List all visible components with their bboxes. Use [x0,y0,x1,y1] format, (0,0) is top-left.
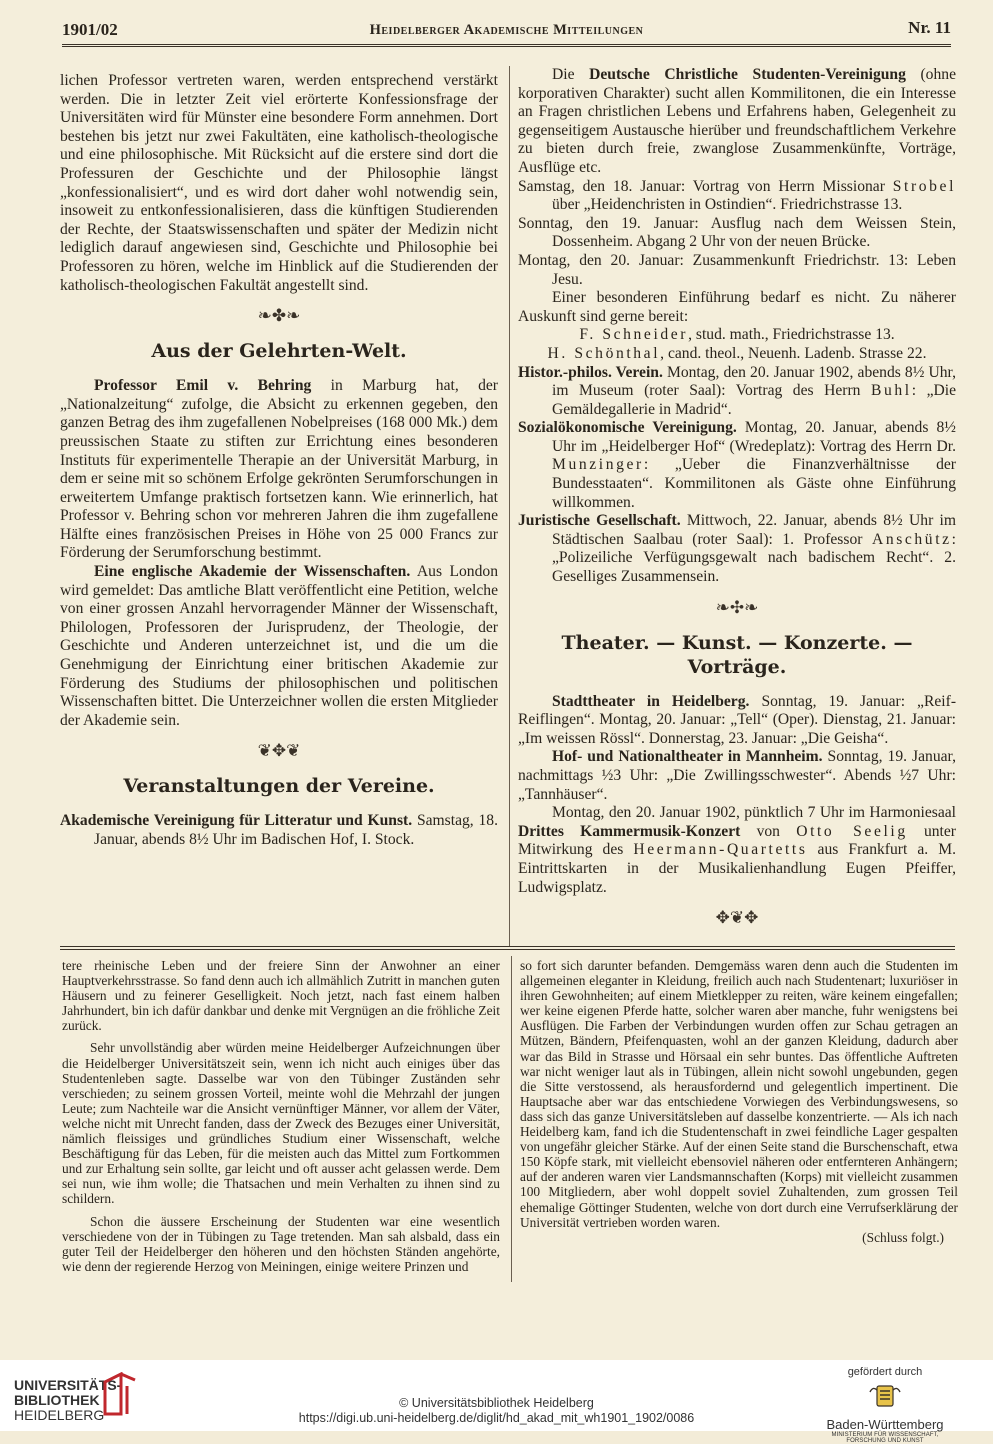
contact-line [518,326,956,345]
jur-pre: Mittwoch, 22. Januar, abends 8½ Uhr im Städtischen Saalbau (roter Saal): 1. Professor [552,512,957,548]
sponsor-name: Baden-Württemberg [826,1417,944,1432]
sponsor-subtitle: MINISTERIUM FÜR WISSENSCHAFT, FORSCHUNG UND KUNST [831,1432,939,1444]
konzert-mid: von [740,822,797,840]
konzert-mid: unter Mitwirkung des [518,822,956,859]
stadttheater-text: Sonntag, 19. Januar: „Reif-Reiflingen“. Montag, 20. Januar: „Tell“ (Oper). Dienstag, 21. Januar: „Im weissen Rössl“. Donnerstag, 23. Januar: „Die Geisha“. [518,692,957,747]
permalink[interactable]: https://digi.ub.uni-heidelberg.de/diglit/hd_akad_mit_wh1901_1902/0086 [298,1411,695,1425]
feuilleton-left [62,958,500,1281]
konzert-notice [518,804,956,897]
saturday-text: über „Heidenchristen in Ostindien“. Friedrichstrasse 13. [552,196,903,214]
hist-text: : „Die Gemäldegallerie in Madrid“. [552,382,956,418]
stadttheater-lead: Stadttheater in Heidelberg. [552,692,750,710]
dcsv-auskunft: Einer besonderen Einführung bedarf es nicht. Zu näherer Auskunft sind gerne bereit: [518,289,956,325]
contact-text: , cand. theol., Neuenh. Ladenb. Strasse 22. [660,344,927,362]
right-column [518,66,956,939]
contact-name: H. Schönthal [547,344,661,362]
mannheim-text: Sonntag, 19. Januar, nachmittags ½3 Uhr: „Die Zwillingsschwester“. Abends ½7 Uhr: „Tannhäuser“. [518,748,957,803]
issue-year: 1901/02 [62,20,118,39]
feuilleton-paragraph: Schon die äussere Erscheinung der Studenten war eine wesentlich verschiedene von der in Tübingen zu Tage tretenden. Man sah alsbald, dass ein guter Teil der Heidelberger den höheren und den höchsten Ständen angehörte, wie denn der regierende Herzog von Meiningen, einige weitere Prinzen und [62,1213,500,1274]
dcsv-lead: Deutsche Christliche Studenten-Vereinigung [589,66,906,83]
section-heading-gelehrten: Aus der Gelehrten-Welt. [151,340,407,363]
behring-article [60,377,498,563]
library-footer-banner [0,1360,993,1444]
dcsv-intro [518,66,956,178]
konzert-pre: Montag, den 20. Januar 1902, pünktlich 7 Uhr im Harmoniesaal [552,804,956,822]
contact-text: , stud. math., Friedrichstrasse 13. [688,326,895,344]
akademie-text: Aus London wird gemeldet: Das amtliche Blatt veröffentlicht eine Petition, welche von einer grossen Anzahl hervorragender Männer der Wissenschaft, Philologen, Professoren der Jurisprudenz, der Theologie, der Geschichte und Anderen unterzeichnet ist, und die um die Genehmigung der Einrichtung einer britischen Akademie zur Förderung des Studiums der philosophischen und politischen Wissenschaften bittet. Die Unterzeichner wollen die ersten Mitglieder der Akademie sein. [60,563,498,729]
dcsv-text: (ohne korporativen Charakter) sucht allen Kommilitonen, die ein Interesse an Fragen christlichen Lebens und Erfahrens haben, Gelegenheit zu gegenseitigem Austausche hierüber und freundschaftlichem Verkehre zu bieten durch freie, zwanglose Zusammenkünfte, Vorträge, Ausflüge etc. [518,66,956,176]
ornament-divider: ❦✥❦ [257,741,301,761]
feuilleton-paragraph: Sehr unvollständig aber würden meine Heidelberger Aufzeichnungen über die Heidelberger Universitätszeit sein, wenn ich nicht auch einiges über das Studentenleben sagte. Dasselbe war von den Tübinger Zuständen sehr verschieden; zu seinem grossen Vorteil, meinte wohl die Mehrzahl der jungen Leute; zum Nachteile war die Ansicht vernünftiger Männer, vor allem der Väter, welche nicht mit Unrecht fanden, dass der Zweck des Bezuges einer Universität, nämlich fleissiges und gründliches Studium einer Wissenschaft, welche Beschäftigung für das Leben, für die meisten auch das Mittel zum Fortkommen und zur Erhaltung sein sollte, gar leicht und oft ausser acht gelassen werde. Dem sei nun, wie ihm wolle; die Thatsachen und mein Verhalten zu ihnen sind zu schildern. [62,1040,500,1207]
sozial-notice [518,419,956,512]
logo-line: HEIDELBERG [14,1407,105,1423]
column-divider [509,66,510,946]
hist-notice [518,364,956,420]
behring-lead: Professor Emil v. Behring [94,377,312,395]
sozial-pre: Montag, 20. Januar, abends 8½ Uhr im „Heidelberger Hof“ (Wredeplatz): Vortrag des Herrn Dr. [552,419,956,455]
mannheim-notice [518,748,956,804]
jur-lead: Juristische Gesellschaft. [518,512,681,530]
speaker-name: Anschütz [871,530,952,548]
stadttheater-notice [518,693,956,749]
performer-name: Otto Seelig [796,822,908,840]
copyright-text: © Universitätsbibliothek Heidelberg [399,1396,594,1410]
hist-lead: Histor.-philos. Verein. [518,363,663,381]
sozial-text: : „Ueber die Finanzverhältnisse der Bundesstaaten“. Kommilitonen als Gäste ohne Einführung willkommen. [552,456,956,511]
speaker-name: Buhl [870,382,912,400]
feuilleton-paragraph: tere rheinische Leben und der freiere Sinn der Anwohner an einer Hauptverkehrsstrasse. So fand denn auch ich allmählich Zutritt in manchen guten Häusern und zu feinerer Geselligkeit. Noch jetzt, nach fast einem halben Jahrhundert, bin ich dafür dankbar und denke mit Vergnügen an die fröhliche Zeit zurück. [62,958,500,1034]
jur-text: : „Polizeiliche Verfügungsgewalt nach badischem Recht“. 2. Geselliges Zusammensein. [552,530,956,586]
section-heading-theater: Theater. — Kunst. — Konzerte. — Vorträge. [561,631,913,678]
left-column [60,72,498,850]
sponsor-label: gefördert durch [847,1366,923,1378]
sponsor-block[interactable] [815,1366,955,1444]
konzert-lead: Drittes Kammermusik-Konzert [518,822,741,840]
dcsv-sunday: Sonntag, den 19. Januar: Ausflug nach dem Weissen Stein, Dossenheim. Abgang 2 Uhr von der neuen Brücke. [518,214,956,251]
page-header [62,18,951,44]
performer-name: Heermann-Quartetts [633,841,808,859]
logo-line: UNIVERSITÄTS- [14,1377,122,1393]
ornament-divider: ❧✤❧ [257,306,301,326]
dcsv-saturday [518,178,956,215]
behring-text: in Marburg hat, der „Nationalzeitung“ zufolge, die Absicht zu erkennen gegeben, den ganzen Betrag des ihm zugefallenen Nobelpreises (168 000 Mk.) dem preussischen Staate zu stiften zur Errichtung eines besonderen Instituts für experimentelle Therapie an der Universität Marburg, in dem er seine mit so schönem Erfolge gekrönten Serumforschungen in erweitertem Umfange praktisch fortsetzen kann. Wie erinnerlich, hat Professor v. Behring schon vor mehreren Jahren die ihm zugefallene Hälfte eines französischen Preises in Höhe von 25 000 Francs zur Förderung der Serumforschung bestimmt. [60,377,498,562]
speaker-name: Strobel [892,177,956,195]
mannheim-lead: Hof- und Nationaltheater in Mannheim. [552,748,823,766]
sozial-lead: Sozialökonomische Vereinigung. [518,419,737,437]
feuilleton-column-divider [511,956,512,1282]
contact-name: F. Schneider [579,326,689,344]
continuation-note: (Schluss folgt.) [862,1229,944,1245]
header-rule [62,44,951,47]
dcsv-monday: Montag, den 20. Januar: Zusammenkunft Friedrichstr. 13: Leben Jesu. [518,251,956,288]
muenster-paragraph: lichen Professor vertreten waren, werden entsprechend verstärkt werden. Die in letzter Zeit viel erörterte Konfessionsfrage der Universitäten wird für Münster eine besondere Form annehmen. Dort bestehen bis jetzt nur zwei Fakultäten, eine katholisch-theologische und eine philosophische. Mit Rücksicht auf die erstere sind dort die Professuren der Geschichte und der Philosophie längst „konfessionalisiert“, und es wird dort daher wohl notwendig sein, insoweit zu entkonfessionalisieren, dass die künftigen Studierenden der Rechte, der Staatswissenschaften und später der Medizin nicht lediglich darauf angewiesen sind, Geschichte und Philosophie bei Professoren zu hören, welche im Hinblick auf die Studierenden der katholisch-theologischen Fakultät angestellt sind. [60,72,498,294]
akademie-lead: Eine englische Akademie der Wissenschaften. [94,563,411,581]
journal-title: Heidelberger Akademische Mitteilungen [369,22,644,38]
ornament-divider: ✥❦✥ [715,908,759,928]
litteratur-notice [60,812,498,849]
contact-line [518,345,956,364]
logo-line: BIBLIOTHEK [14,1392,100,1408]
dcsv-pre: Die [552,66,590,83]
akademie-article [60,563,498,730]
jur-notice [518,512,956,586]
ornament-divider: ❧✣❧ [715,597,759,617]
section-heading-vereine: Veranstaltungen der Vereine. [123,775,435,798]
feuilleton-paragraph: so fort sich darunter befanden. Demgemäss waren denn auch die Studenten im allgemeinen eleganter in Kleidung, freilich auch nach Studentenart; luxuriöser in ihren Gewohnheiten; auf einem Mietklepper zu reiten, wäre keinem eingefallen; wer keine eigenen Pferde hatte, solcher waren aber manche, fuhr wenigstens bei Ausflügen. Die Farben der Verbindungen wurden offen zur Schau getragen an Mützen, Bändern, Pfeifenquasten, wohl an der ganzen Kleidung, dadurch aber war das Bild in Strasse und Hörsaal ein sehr buntes. Das öffentliche Auftreten war nicht weniger laut als in Tübingen, allein nicht sowohl ungebunden, gegen die Sitte verstossend, als herausfordernd und gelegentlich impertinent. Die Hauptsache aber war das entschiedene Vorwiegen des Verbindungswesens, so dass sich das ganze Universitätsleben auf dasselbe konzentrierte. — Als ich nach Heidelberg kam, fand ich die Studentenschaft in zwei feindliche Lager gespalten von ungefähr gleicher Stärke. Auf der einen Seite stand die Burschenschaft, etwa 150 Köpfe stark, mit vielleicht ebensoviel näheren oder entfernteren Anhängern; auf der anderen waren vier Landsmannschaften (Korps) mit vielleicht zusammen 100 Mitgliedern, aber wohl doppelt soviel Zuhaltenden, zum grossen Teil ehemalige Göttinger Studenten, welche von dort durch eine Verrufserklärung der Universität vertrieben worden waren. [520,958,958,1230]
litteratur-text: Samstag, 18. Januar, abends 8½ Uhr im Badischen Hof, I. Stock. [94,812,499,848]
feuilleton-right [520,958,958,1245]
feuilleton-rule [60,946,955,950]
litteratur-lead: Akademische Vereinigung für Litteratur und Kunst. [60,812,413,830]
state-crest-icon [868,1382,902,1410]
saturday-pre: Samstag, den 18. Januar: Vortrag von Herrn Missionar [518,177,893,195]
konzert-text: aus Frankfurt a. M. Eintrittskarten in der Musikalienhandlung Eugen Pfeiffer, Ludwigsplatz. [518,841,956,896]
issue-number: Nr. 11 [908,18,951,37]
hist-pre: Montag, den 20. Januar 1902, abends 8½ Uhr, im Museum (roter Saal): Vortrag des Herrn [552,363,956,400]
speaker-name: Munzinger [552,456,644,474]
